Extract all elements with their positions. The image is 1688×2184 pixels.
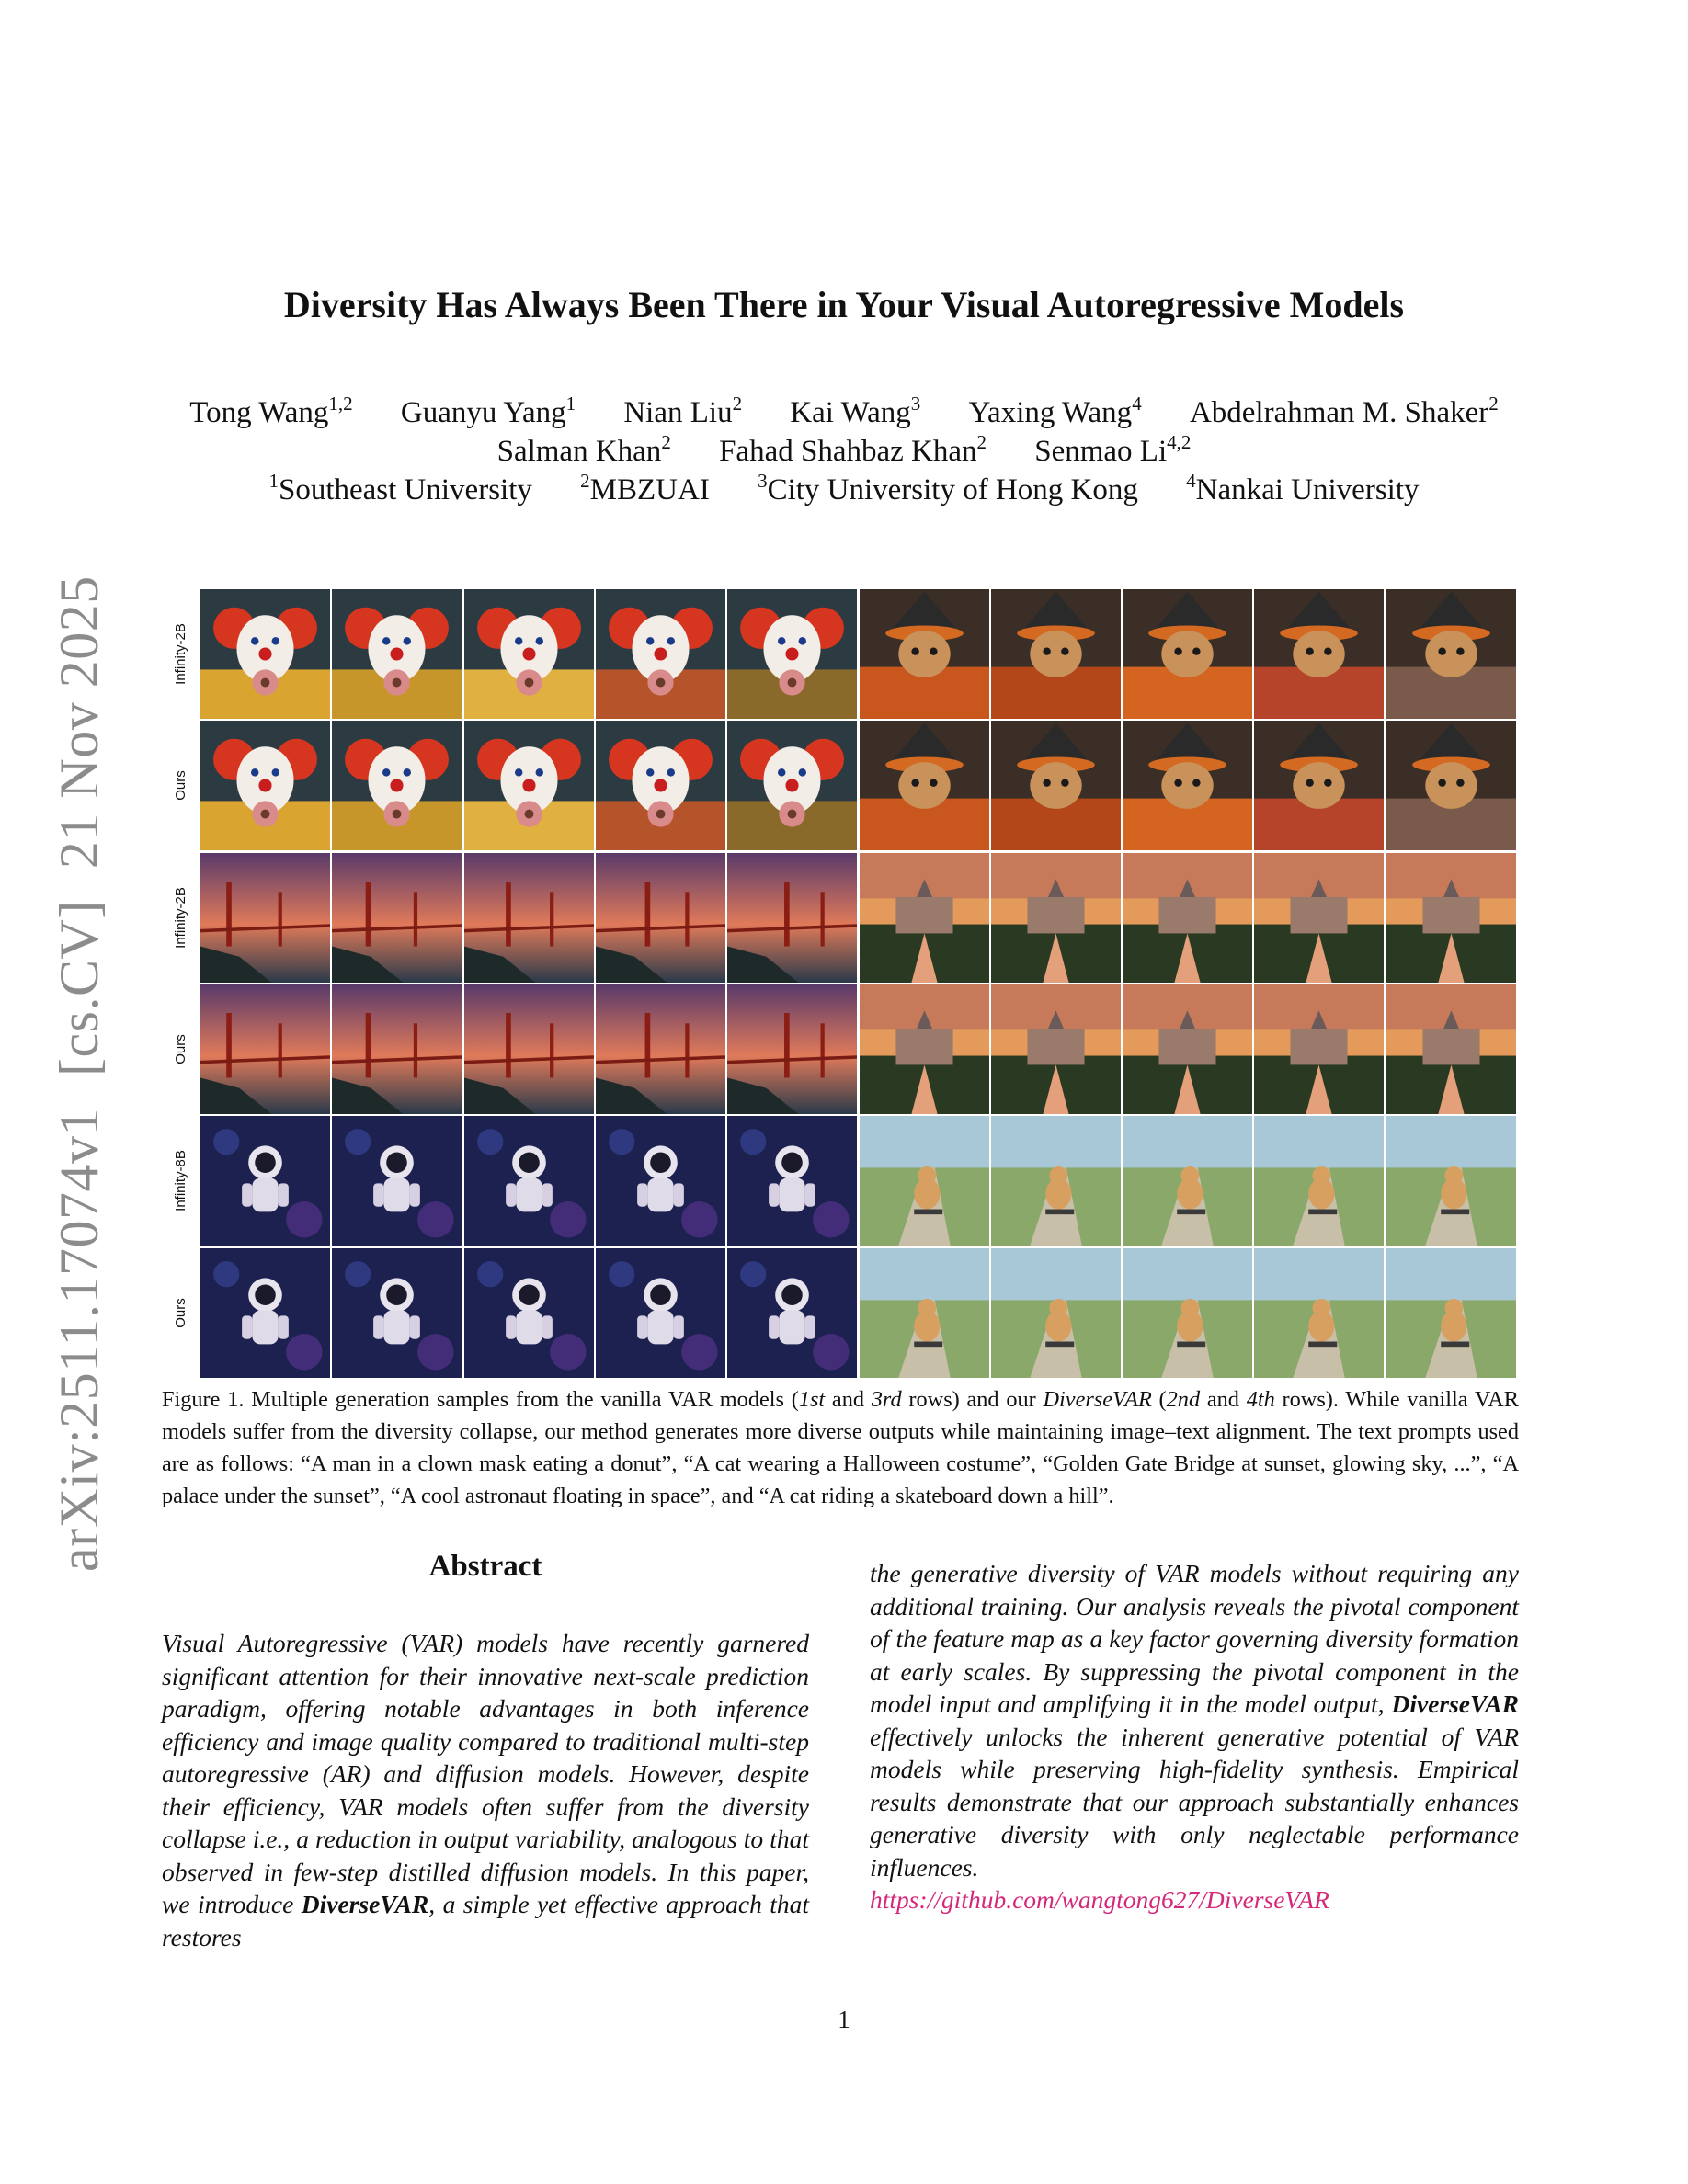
arxiv-stamp <box>48 544 111 1572</box>
sample-image-palace <box>1254 984 1384 1114</box>
sample-image-skate-cat <box>991 1116 1121 1246</box>
sample-image-astronaut <box>200 1248 330 1378</box>
sample-image-cat-halloween <box>1386 721 1516 850</box>
sample-image-astronaut <box>464 1116 594 1246</box>
sample-image-clown <box>596 721 725 850</box>
sample-image-skate-cat <box>1123 1248 1252 1378</box>
author: Abdelrahman M. Shaker$^2$ <box>1189 392 1499 429</box>
sample-image-bridge <box>596 853 725 983</box>
sample-image-cat-halloween <box>1123 589 1252 719</box>
sample-image-palace <box>1386 984 1516 1114</box>
sample-image-palace <box>860 853 989 983</box>
abstract-column-left: Visual Autoregressive (VAR) models have recently garnered significant attention for their innovative next-scale prediction paradigm, offering notable advantages in both inference efficiency and image quality compared to traditional multi-step autoregressive (AR) and diffusion models. However, despite their efficiency, VAR models often suffer from the diversity collapse i.e., a reduction in output variability, analogous to that observed in few-step distilled diffusion models. In this paper, we introduce DiverseVAR, a simple yet effective approach that restores <box>162 1629 810 1951</box>
row-label: Ours <box>172 770 188 802</box>
affiliation: $^1$Southeast University <box>268 470 532 506</box>
author: Guanyu Yang$^1$ <box>400 392 576 429</box>
sample-image-astronaut <box>200 1116 330 1246</box>
caption-label: Figure 1. <box>162 1387 245 1412</box>
row-label: Infinity-2B <box>172 623 188 685</box>
abstract-heading: Abstract <box>428 1550 542 1583</box>
sample-image-cat-halloween <box>991 721 1121 850</box>
row-label: Infinity-2B <box>172 886 188 949</box>
sample-image-astronaut <box>332 1116 462 1246</box>
sample-image-bridge <box>200 984 330 1114</box>
sample-image-palace <box>991 984 1121 1114</box>
sample-image-bridge <box>596 984 725 1114</box>
row-label: Infinity-8B <box>172 1150 188 1212</box>
author-block <box>0 393 1688 509</box>
affiliation: $^2$MBZUAI <box>580 470 710 506</box>
sample-image-cat-halloween <box>860 721 989 850</box>
row-label: Ours <box>172 1034 188 1064</box>
sample-image-clown <box>332 721 462 850</box>
row-label: Ours <box>172 1297 188 1328</box>
sample-image-clown <box>596 589 725 719</box>
author: Tong Wang$^{1,2}$ <box>189 392 353 429</box>
arxiv-date: 21 Nov 2025 <box>49 575 109 870</box>
sample-image-skate-cat <box>1254 1116 1384 1246</box>
sample-image-palace <box>860 984 989 1114</box>
figure-1-grid <box>162 589 1519 1377</box>
sample-image-astronaut <box>596 1248 725 1378</box>
sample-image-clown <box>200 589 330 719</box>
sample-image-palace <box>1123 984 1252 1114</box>
sample-image-clown <box>200 721 330 850</box>
affiliation: $^3$City University of Hong Kong <box>758 470 1138 506</box>
sample-image-palace <box>991 853 1121 983</box>
sample-image-astronaut <box>727 1248 857 1378</box>
sample-image-skate-cat <box>1123 1116 1252 1246</box>
author: Fahad Shahbaz Khan$^2$ <box>719 431 987 468</box>
sample-image-cat-halloween <box>1254 589 1384 719</box>
arxiv-id: arXiv:2511.17074v1 <box>49 1107 109 1572</box>
sample-image-skate-cat <box>860 1248 989 1378</box>
sample-image-skate-cat <box>1386 1116 1516 1246</box>
sample-image-astronaut <box>332 1248 462 1378</box>
figure-caption: Figure 1. Multiple generation samples from the vanilla VAR models (1st and 3rd rows) and our DiverseVAR (2nd and 4th rows). While vanilla VAR models suffer from the diversity collapse, our method generates more diverse outputs while maintaining image–text alignment. The text prompts used are as follows: “A man in a clown mask eating a donut”, “A cat wearing a Halloween costume”, “Golden Gate Bridge at sunset, glowing sky, ...”, “A palace under the sunset”, “A cool astronaut floating in space”, and “A cat riding a skateboard down a hill”. <box>162 1387 1519 1508</box>
sample-image-clown <box>332 589 462 719</box>
sample-image-cat-halloween <box>1123 721 1252 850</box>
sample-image-skate-cat <box>1386 1248 1516 1378</box>
affiliation: $^4$Nankai University <box>1186 470 1420 506</box>
sample-image-bridge <box>464 984 594 1114</box>
sample-image-palace <box>1254 853 1384 983</box>
sample-image-palace <box>1123 853 1252 983</box>
abstract-column-right: the generative diversity of VAR models without requiring any additional training. Our analysis reveals the pivotal component of the feature map as a key factor governing diversity formation at early scales. By suppressing the pivotal component in the model input and amplifying it in the model output, DiverseVAR effectively unlocks the inherent generative potential of VAR models while preserving high-fidelity synthesis. Empirical results demonstrate that our approach substantially enhances generative diversity with only neglectable performance influences. https://github.com/wangtong627/DiverseVAR <box>870 1559 1519 1914</box>
sample-image-bridge <box>332 853 462 983</box>
sample-image-cat-halloween <box>860 589 989 719</box>
sample-image-bridge <box>200 853 330 983</box>
sample-image-clown <box>727 589 857 719</box>
paper-title: Diversity Has Always Been There in Your Visual Autoregressive Models <box>283 284 1405 325</box>
author: Kai Wang$^3$ <box>790 392 921 429</box>
sample-image-bridge <box>727 984 857 1114</box>
sample-image-skate-cat <box>991 1248 1121 1378</box>
author: Yaxing Wang$^4$ <box>968 392 1142 429</box>
sample-image-bridge <box>464 853 594 983</box>
sample-image-astronaut <box>464 1248 594 1378</box>
author: Salman Khan$^2$ <box>496 431 671 468</box>
sample-image-clown <box>464 589 594 719</box>
sample-image-astronaut <box>727 1116 857 1246</box>
sample-image-clown <box>464 721 594 850</box>
sample-image-cat-halloween <box>991 589 1121 719</box>
author-line-1 <box>0 393 1688 432</box>
author: Nian Liu$^2$ <box>623 392 743 429</box>
author: Senmao Li$^{4,2}$ <box>1034 431 1192 468</box>
arxiv-category: [cs.CV] <box>49 900 109 1076</box>
author-line-2 <box>0 432 1688 471</box>
sample-image-bridge <box>332 984 462 1114</box>
sample-image-cat-halloween <box>1254 721 1384 850</box>
github-link[interactable]: https://github.com/wangtong627/DiverseVAR <box>870 1885 1329 1914</box>
sample-image-cat-halloween <box>1386 589 1516 719</box>
sample-image-palace <box>1386 853 1516 983</box>
sample-image-astronaut <box>596 1116 725 1246</box>
page-number: 1 <box>838 2006 850 2033</box>
sample-image-bridge <box>727 853 857 983</box>
affiliation-line <box>0 471 1688 509</box>
sample-image-clown <box>727 721 857 850</box>
sample-image-skate-cat <box>860 1116 989 1246</box>
sample-image-skate-cat <box>1254 1248 1384 1378</box>
